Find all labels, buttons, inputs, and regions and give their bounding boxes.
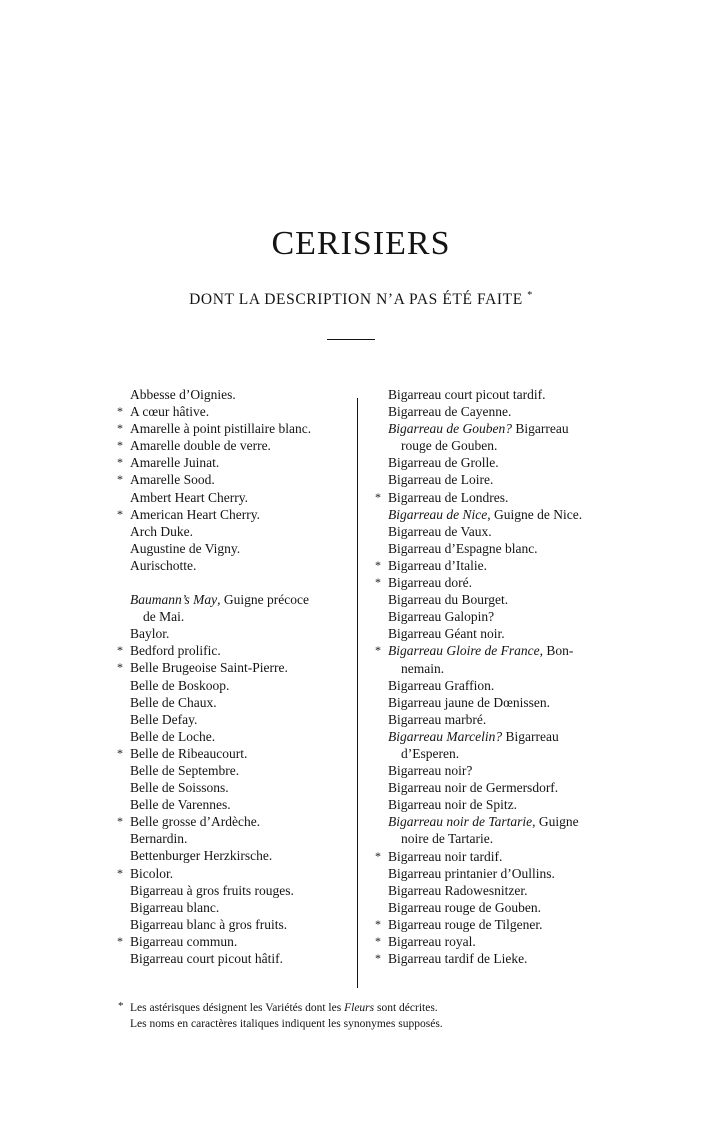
variety-name-continuation: de Mai. [143,609,185,625]
variety-name: Bernardin. [130,831,188,847]
asterisk-marker: * [117,745,123,760]
variety-name: Ambert Heart Cherry. [130,489,248,505]
variety-name: Bigarreau à gros fruits rouges. [130,882,294,898]
list-item [375,848,628,865]
list-item [388,506,628,523]
variety-name: Bigarreau [502,728,559,744]
asterisk-marker: * [117,455,123,470]
list-item [388,591,628,608]
list-item [130,916,355,933]
list-item [388,694,628,711]
column-divider [357,398,358,988]
list-item [130,489,355,506]
asterisk-marker: * [375,848,381,863]
asterisk-marker: * [375,934,381,948]
list-item [130,523,355,540]
list-item [130,779,355,796]
left-column [117,386,355,967]
list-item [117,745,355,762]
list-item [388,882,628,899]
list-item [388,899,628,916]
variety-name: Bigarreau court picout tardif. [388,387,546,402]
list-item [117,933,355,950]
right-column [375,386,628,967]
list-item [130,796,355,813]
variety-name: Bigarreau Géant noir. [388,626,505,642]
variety-name: Augustine de Vigny. [130,540,241,556]
variety-name: Bigarreau d’Espagne blanc. [388,540,538,556]
asterisk-marker: * [117,933,123,948]
variety-name: Bigarreau de Loire. [388,472,494,488]
asterisk-marker: * [117,814,123,829]
asterisk-marker: * [117,438,123,453]
list-item [375,916,628,933]
variety-name: Arch Duke. [130,523,193,539]
list-item [117,506,355,523]
variety-name: Bigarreau Galopin? [388,609,495,625]
variety-name: Belle Brugeoise Saint-Pierre. [130,660,288,676]
variety-name: Amarelle Juinat. [130,455,220,471]
list-item [388,608,628,625]
variety-name: Bigarreau Radowesnitzer. [388,882,528,898]
variety-name: Bigarreau court picout hâtif. [130,951,283,966]
list-item [375,489,628,506]
list-item [388,762,628,779]
variety-name: Bigarreau royal. [388,934,476,949]
list-item [117,403,355,420]
variety-name: Bicolor. [130,865,174,881]
list-item [130,882,355,899]
variety-name: Belle de Boskoop. [130,677,230,693]
list-item [375,574,628,591]
list-item [130,386,355,403]
variety-name: , Bon- [539,643,574,659]
variety-name: Belle de Loche. [130,728,216,744]
subtitle-footnote-marker: * [527,290,533,301]
footnote-line-2: Les noms en caractères italiques indiquent les synonymes supposés. [130,1018,443,1030]
variety-name: Belle de Chaux. [130,694,217,710]
list-item [130,677,355,694]
asterisk-marker: * [117,472,123,487]
variety-name: Bigarreau blanc. [130,899,220,915]
footnote [118,1000,610,1032]
asterisk-marker: * [117,643,123,658]
title-rule [327,339,375,340]
variety-name: Bigarreau Graffion. [388,677,495,693]
subtitle-text: DONT LA DESCRIPTION N’A PAS ÉTÉ FAITE [189,291,523,308]
asterisk-marker: * [375,575,381,590]
variety-name: , Guigne précoce [217,592,309,608]
list-item [117,813,355,830]
variety-name: Bigarreau jaune de Dœnissen. [388,694,550,710]
list-item [388,711,628,728]
variety-name: Belle de Septembre. [130,762,240,778]
variety-name: Belle de Soissons. [130,780,229,796]
list-item [388,454,628,471]
list-item [388,523,628,540]
list-item [130,711,355,728]
footnote-line-1-italic: Fleurs [344,1002,375,1014]
variety-name: Bigarreau d’Italie. [388,557,487,573]
variety-name: A cœur hâtive. [130,404,210,420]
list-item [375,950,628,967]
asterisk-marker: * [117,660,123,675]
variety-name: Bigarreau noir de Spitz. [388,797,517,813]
list-item [388,471,628,488]
variety-name: , Guigne [532,814,579,830]
list-item [130,540,355,557]
variety-name: Bigarreau du Bourget. [388,592,509,608]
footnote-line-1 [130,1000,610,1016]
variety-name: Bigarreau blanc à gros fruits. [130,916,288,932]
variety-name: Amarelle double de verre. [130,438,271,454]
variety-name: Belle grosse d’Ardèche. [130,814,261,830]
variety-name: Bigarreau doré. [388,575,472,591]
page-title: CERISIERS [271,225,451,262]
asterisk-marker: * [375,643,381,658]
list-item [388,813,628,847]
list-item [388,386,628,403]
variety-name: Bigarreau [511,421,569,437]
list-item [388,677,628,694]
synonym-name: Bigarreau de Gouben? [388,421,512,437]
asterisk-marker: * [375,557,381,572]
variety-name-continuation: noire de Tartarie. [401,831,494,847]
variety-name: Bigarreau marbré. [388,711,487,727]
variety-name: Bigarreau noir? [388,763,473,779]
variety-name: Abbesse d’Oignies. [130,387,236,402]
variety-name: Aurischotte. [130,557,197,573]
variety-name: Belle de Ribeaucourt. [130,745,248,761]
list-item [117,437,355,454]
variety-name: Bigarreau commun. [130,933,238,949]
list-item [388,625,628,642]
variety-name: Bigarreau de Grolle. [388,455,499,471]
list-item [388,540,628,557]
list-item [117,642,355,659]
list-item [388,779,628,796]
list-item [117,865,355,882]
asterisk-marker: * [117,506,123,521]
list-item [375,933,628,950]
asterisk-marker: * [117,865,123,880]
asterisk-marker: * [117,404,123,419]
variety-name: Amarelle à point pistillaire blanc. [130,421,312,437]
list-item [130,830,355,847]
list-item [117,454,355,471]
synonym-name: Bigarreau de Nice [388,506,488,522]
variety-name: Bigarreau de Vaux. [388,523,492,539]
list-item [375,557,628,574]
variety-name-continuation: nemain. [401,660,445,676]
list-item [130,847,355,864]
list-item [130,591,355,625]
list-item [130,625,355,642]
list-item [388,728,628,762]
variety-name: Bigarreau noir de Germersdorf. [388,780,559,796]
list-item [130,950,355,967]
list-item [130,728,355,745]
variety-name: Bigarreau printanier d’Oullins. [388,865,555,881]
variety-name: Amarelle Sood. [130,472,215,488]
variety-name: Baylor. [130,626,170,642]
variety-name: Bigarreau de Cayenne. [388,404,512,420]
synonym-name: Bigarreau Marcelin? [388,728,503,744]
list-item [130,762,355,779]
variety-name: Bedford prolific. [130,643,221,659]
synonym-name: Bigarreau Gloire de France [388,643,540,659]
list-item [117,659,355,676]
variety-name: Bigarreau noir tardif. [388,848,503,864]
list-item [130,899,355,916]
variety-name: Belle de Varennes. [130,797,231,813]
variety-name: American Heart Cherry. [130,506,260,522]
list-item [388,796,628,813]
variety-name: Bettenburger Herzkirsche. [130,848,273,864]
variety-name: Bigarreau rouge de Gouben. [388,899,541,915]
list-item [130,557,355,574]
list-item [117,420,355,437]
variety-name-continuation: d’Esperen. [401,745,460,761]
variety-name: Bigarreau de Londres. [388,489,509,505]
asterisk-marker: * [375,489,381,504]
variety-name: Bigarreau rouge de Tilgener. [388,916,543,932]
page-subtitle [0,285,707,311]
asterisk-marker: * [375,916,381,931]
list-item [375,642,628,676]
footnote-marker: * [118,1000,124,1012]
list-item [388,403,628,420]
variety-name: Belle Defay. [130,711,198,727]
variety-name: , Guigne de Nice. [487,506,583,522]
variety-name-continuation: rouge de Gouben. [401,438,498,454]
footnote-line-1-end: sont décrites. [374,1002,438,1014]
list-item [388,420,628,454]
list-item [388,865,628,882]
list-item [117,471,355,488]
list-item [130,694,355,711]
variety-name: Bigarreau tardif de Lieke. [388,951,528,967]
footnote-line-1-start: Les astérisques désignent les Variétés dont les [130,1002,345,1014]
asterisk-marker: * [375,951,381,966]
asterisk-marker: * [117,421,123,436]
synonym-name: Baumann’s May [130,592,218,608]
synonym-name: Bigarreau noir de Tartarie [388,814,533,830]
